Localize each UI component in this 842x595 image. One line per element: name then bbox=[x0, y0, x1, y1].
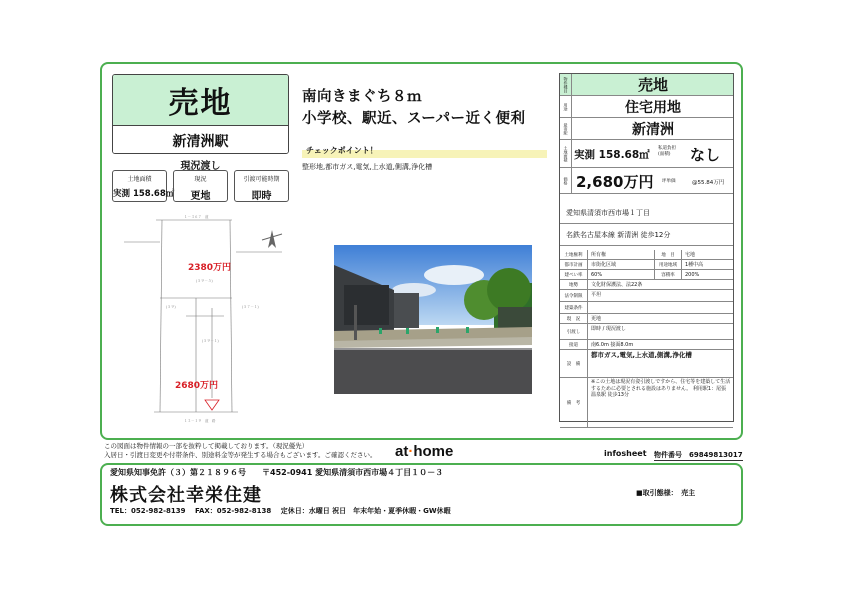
side-label-station: 最寄駅 bbox=[560, 118, 572, 139]
athome-logo-at: at bbox=[395, 443, 409, 460]
headline-line-2: 小学校、駅近、スーパー近く便利 bbox=[302, 111, 526, 127]
detail-label: 地勢 bbox=[560, 280, 588, 289]
detail-label-2: 用途地域 bbox=[654, 260, 682, 269]
address-row bbox=[560, 202, 733, 224]
detail-label: 都市計画 bbox=[560, 260, 588, 269]
detail-row bbox=[560, 302, 733, 314]
detail-row bbox=[560, 260, 733, 270]
current-state-value: 更地 bbox=[190, 191, 211, 202]
athome-logo-home: home bbox=[413, 443, 454, 460]
status-text: 現況渡し bbox=[180, 161, 221, 172]
type-value: 売地 bbox=[637, 76, 668, 94]
handover-value: 即時 bbox=[251, 191, 272, 202]
company-name: 株式会社幸栄住建 bbox=[110, 485, 262, 506]
property-photo bbox=[334, 245, 532, 394]
disclaimer bbox=[104, 442, 376, 460]
type-row bbox=[560, 74, 733, 96]
tsubo-label: 坪単価 bbox=[662, 179, 676, 184]
address-value: 愛知県清須市西市場１丁目 bbox=[566, 209, 650, 217]
headline bbox=[302, 86, 526, 130]
detail-value: 更地 bbox=[591, 316, 602, 322]
feature-list: 整形地,都市ガス,電気,上水道,側溝,浄化槽 bbox=[302, 163, 433, 171]
current-state-box bbox=[173, 170, 228, 202]
detail-row bbox=[560, 340, 733, 350]
license-address: 愛知県知事免許（３）第２１８９６号 〒452-0941 愛知県清須市西市場４丁目１０－３ bbox=[110, 468, 444, 477]
svg-text:(５９－１): (５９－１) bbox=[202, 339, 219, 343]
side-label-price: 価格 bbox=[560, 168, 572, 193]
detail-label: 設 備 bbox=[560, 350, 588, 377]
land-area-box bbox=[112, 170, 175, 202]
detail-value-2: 1種中高 bbox=[685, 262, 704, 268]
side-label-area: 土地面積 bbox=[560, 140, 572, 167]
athome-logo bbox=[395, 443, 453, 460]
detail-label-2: 容積率 bbox=[654, 270, 682, 279]
side-label-type: 物件種目 bbox=[560, 74, 572, 95]
area-row bbox=[560, 140, 733, 168]
transaction-type: ■取引態様： 売主 bbox=[636, 489, 696, 497]
detail-label: 法令制限 bbox=[560, 290, 588, 301]
land-area-label: 土地面積 bbox=[127, 176, 152, 183]
detail-label: 引渡し bbox=[560, 324, 588, 339]
detail-row bbox=[560, 250, 733, 260]
detail-value: 所有権 bbox=[591, 252, 607, 258]
detail-label: 接道 bbox=[560, 340, 588, 349]
north-arrow-icon bbox=[262, 230, 282, 248]
detail-value: 市街化区域 bbox=[591, 262, 617, 268]
infosheet-label: infosheet bbox=[604, 449, 647, 458]
detail-row bbox=[560, 270, 733, 280]
detail-value: ※この土地は現況有姿引渡しですから、住宅等を建築して生活するために必要とされる施設はありません。 利用駅1：尾張温泉駅 徒歩13分 bbox=[591, 379, 731, 398]
check-point-title: チェックポイント！ bbox=[302, 145, 547, 158]
detail-value: 平坦 bbox=[591, 292, 602, 298]
handover-label: 引渡可能時期 bbox=[243, 176, 280, 183]
detail-value: 南6.0m 接面8.0m bbox=[591, 342, 634, 348]
transport-value: 名鉄名古屋本線 新清洲 徒歩12分 bbox=[566, 231, 671, 239]
property-summary-table bbox=[559, 73, 734, 422]
transport-row bbox=[560, 224, 733, 246]
side-label-use: 用途 bbox=[560, 96, 572, 117]
contact-info: TEL：052-982-8139 FAX：052-982-8138 定休日：水曜日 祝日 年末年始・夏季休暇・GW休暇 bbox=[110, 507, 451, 515]
detail-label-2: 地 目 bbox=[654, 250, 682, 259]
svg-text:１３－１９ 道 路: １３－１９ 道 路 bbox=[184, 419, 216, 423]
area-value: 実測 158.68㎡ bbox=[574, 149, 650, 161]
detail-row bbox=[560, 350, 733, 378]
property-number: 物件番号 69849813017 bbox=[654, 451, 743, 459]
athome-logo-dot: · bbox=[408, 443, 414, 460]
headline-line-1: 南向きまぐち８ｍ bbox=[302, 89, 422, 105]
map-price-bottom: 2680万円 bbox=[175, 381, 219, 391]
detail-value: 60% bbox=[591, 272, 603, 278]
detail-row bbox=[560, 324, 733, 340]
detail-value: 都市ガス,電気,上水道,側溝,浄化槽 bbox=[591, 351, 692, 359]
private-road-value: なし bbox=[690, 146, 721, 164]
land-area-value: 実測 158.68㎡ bbox=[113, 189, 175, 199]
map-price-top: 2380万円 bbox=[188, 263, 232, 273]
svg-text:(５７－１): (５７－１) bbox=[242, 305, 259, 309]
lot-map bbox=[112, 212, 294, 434]
detail-label: 現 況 bbox=[560, 314, 588, 323]
listing-type-title: 売地 bbox=[113, 75, 288, 125]
station-row bbox=[560, 118, 733, 140]
tsubo-value: @55.84万円 bbox=[692, 180, 725, 186]
current-state-label: 現況 bbox=[194, 176, 207, 183]
price-row bbox=[560, 168, 733, 194]
detail-value: 即時 / 現況渡し bbox=[591, 326, 626, 332]
detail-value-2: 200% bbox=[685, 272, 700, 278]
title-box bbox=[112, 74, 289, 154]
detail-label: 土地権利 bbox=[560, 250, 588, 259]
detail-label: 建ぺい率 bbox=[560, 270, 588, 279]
svg-text:１－３６７ 道: １－３６７ 道 bbox=[184, 215, 209, 219]
detail-row bbox=[560, 378, 733, 428]
price-value: 2,680万円 bbox=[576, 173, 654, 191]
detail-value: 文化財保護法、法22条 bbox=[591, 282, 643, 288]
svg-text:(５９－５): (５９－５) bbox=[196, 279, 213, 283]
detail-row bbox=[560, 280, 733, 290]
disclaimer-line-2: 入居日・引渡日変更や付帯条件、別途料金等が発生する場合もございます。ご確認ください。 bbox=[104, 451, 377, 459]
handover-box bbox=[234, 170, 289, 202]
detail-row bbox=[560, 314, 733, 324]
disclaimer-line-1: この図面は物件情報の一部を抜粋して掲載しております。（現況優先） bbox=[104, 442, 309, 450]
detail-value-2: 宅地 bbox=[685, 252, 696, 258]
station-name: 新清洲駅 bbox=[113, 125, 288, 154]
detail-label: 建築条件 bbox=[560, 302, 588, 313]
detail-label: 備 考 bbox=[560, 378, 588, 427]
station-value: 新清洲 bbox=[632, 121, 674, 138]
svg-text:(５９): (５９) bbox=[166, 305, 176, 309]
use-value: 住宅用地 bbox=[625, 99, 681, 116]
use-row bbox=[560, 96, 733, 118]
private-road-label: 私道負担 (面積) bbox=[658, 146, 676, 157]
detail-row bbox=[560, 290, 733, 302]
